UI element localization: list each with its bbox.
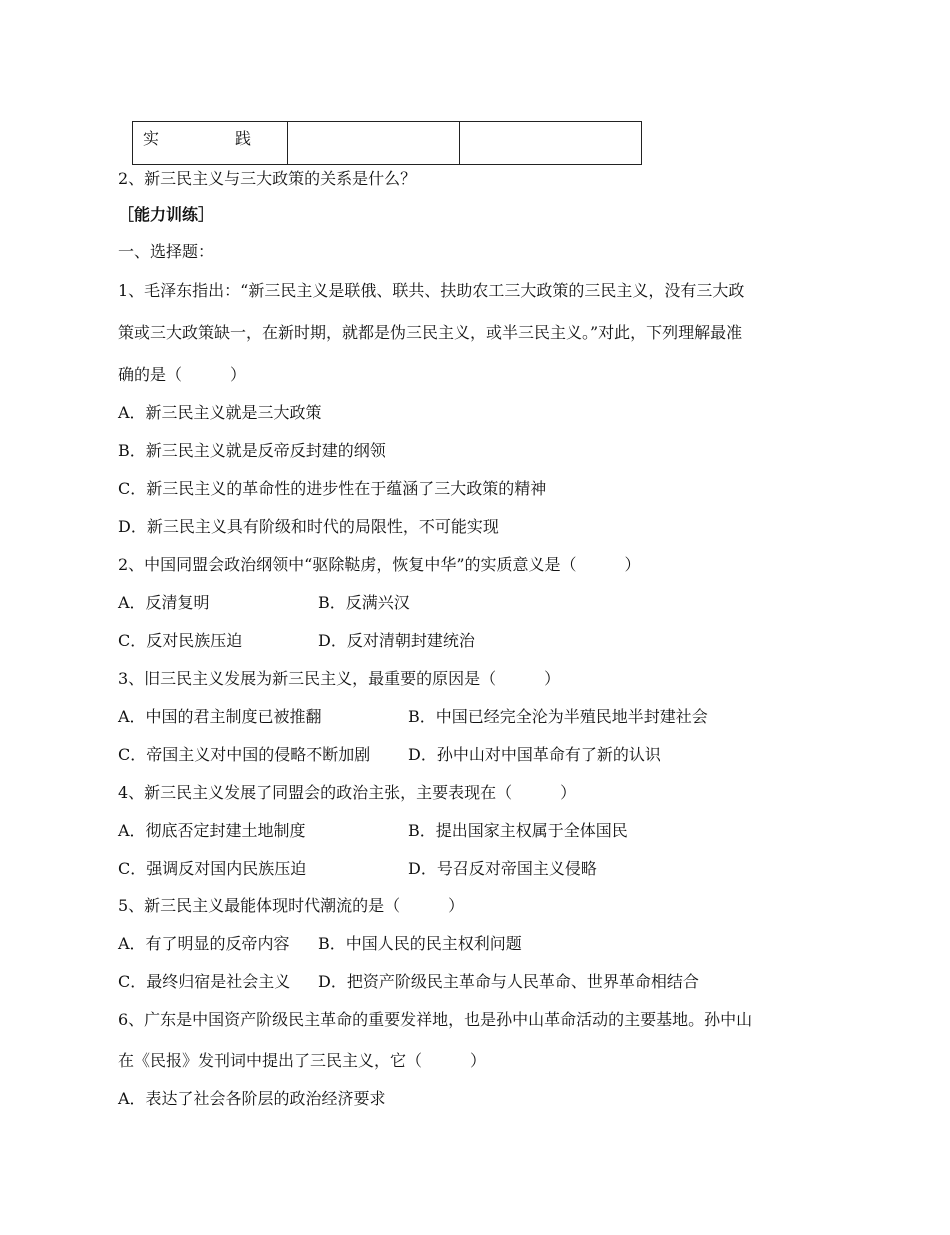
q5-option-c: C．最终归宿是社会主义 <box>118 972 291 991</box>
section-title: ［能力训练］ <box>118 205 215 224</box>
q3-stem: 3、旧三民主义发展为新三民主义，最重要的原因是（ ） <box>118 669 561 688</box>
table-cell-empty <box>288 122 460 165</box>
q1-option-d: D．新三民主义具有阶级和时代的局限性，不可能实现 <box>118 517 499 536</box>
table-row <box>133 122 642 165</box>
q5-stem: 5、新三民主义最能体现时代潮流的是（ ） <box>118 896 465 915</box>
q4-stem: 4、新三民主义发展了同盟会的政治主张，主要表现在（ ） <box>118 783 577 802</box>
q2-option-b: B．反满兴汉 <box>318 593 410 612</box>
q1-option-b: B．新三民主义就是反帝反封建的纲领 <box>118 441 386 460</box>
q5-option-d: D．把资产阶级民主革命与人民革命、世界革命相结合 <box>318 972 699 991</box>
q1-option-a: A．新三民主义就是三大政策 <box>118 403 322 422</box>
q2-option-a: A．反清复明 <box>118 593 210 612</box>
question-relation: 2、新三民主义与三大政策的关系是什么？ <box>118 169 417 188</box>
q2-option-c: C．反对民族压迫 <box>118 631 243 650</box>
q5-option-b: B．中国人民的民主权利问题 <box>318 934 522 953</box>
q6-stem-line2: 在《民报》发刊词中提出了三民主义，它（ ） <box>118 1051 487 1070</box>
q4-option-b: B．提出国家主权属于全体国民 <box>408 821 628 840</box>
table-cell-label: 实 践 <box>133 122 288 165</box>
q1-stem-line1: 1、毛泽东指出：“新三民主义是联俄、联共、扶助农工三大政策的三民主义，没有三大政 <box>118 281 745 300</box>
q4-option-a: A．彻底否定封建土地制度 <box>118 821 306 840</box>
q5-option-a: A．有了明显的反帝内容 <box>118 934 290 953</box>
q1-option-c: C．新三民主义的革命性的进步性在于蕴涵了三大政策的精神 <box>118 479 547 498</box>
q3-option-c: C．帝国主义对中国的侵略不断加剧 <box>118 745 371 764</box>
q3-option-d: D．孙中山对中国革命有了新的认识 <box>408 745 661 764</box>
subsection-title: 一、选择题： <box>118 242 215 261</box>
q4-option-d: D．号召反对帝国主义侵略 <box>408 859 597 878</box>
q2-option-d: D．反对清朝封建统治 <box>318 631 475 650</box>
q6-option-a: A．表达了社会各阶层的政治经济要求 <box>118 1089 386 1108</box>
q1-stem-line2: 策或三大政策缺一，在新时期，就都是伪三民主义，或半三民主义。”对此，下列理解最准 <box>118 323 743 342</box>
q1-stem-line3: 确的是（ ） <box>118 365 247 384</box>
q2-stem: 2、中国同盟会政治纲领中“驱除鞑虏，恢复中华”的实质意义是（ ） <box>118 555 641 574</box>
q3-option-a: A．中国的君主制度已被推翻 <box>118 707 322 726</box>
q6-stem-line1: 6、广东是中国资产阶级民主革命的重要发祥地，也是孙中山革命活动的主要基地。孙中山 <box>118 1010 753 1029</box>
q3-option-b: B．中国已经完全沦为半殖民地半封建社会 <box>408 707 708 726</box>
q4-option-c: C．强调反对国内民族压迫 <box>118 859 307 878</box>
summary-table <box>132 121 642 165</box>
table-cell-empty <box>460 122 642 165</box>
